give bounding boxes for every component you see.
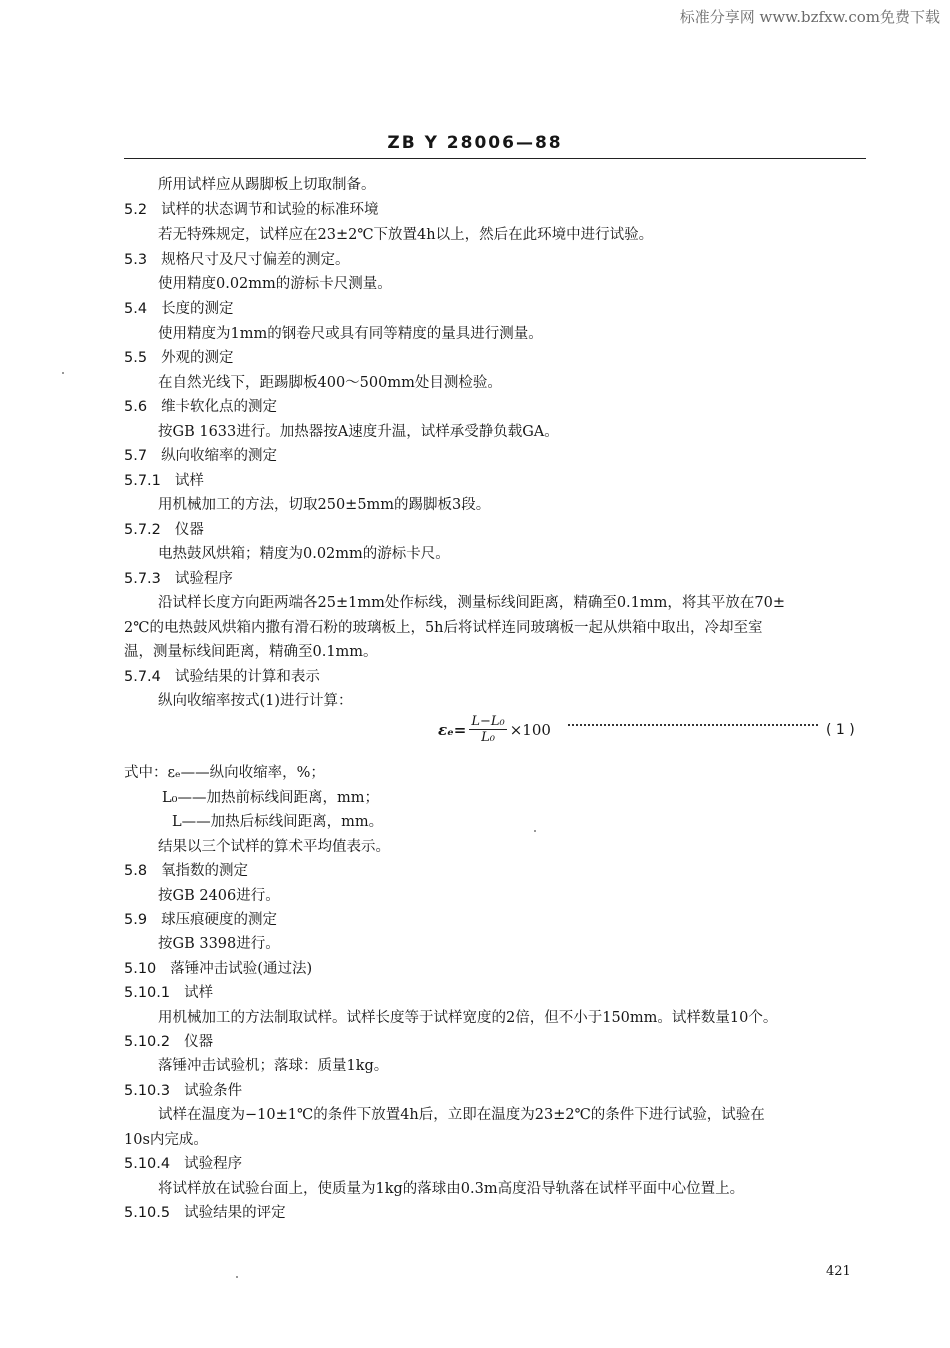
formula-denominator: L₀ <box>481 730 495 745</box>
section-title: 长度的测定 <box>161 301 234 317</box>
section-number: 5.10.1 <box>124 985 171 1001</box>
section-heading <box>124 911 277 929</box>
paragraph: 所用试样应从踢脚板上切取制备。 <box>158 177 376 193</box>
paragraph: 按GB 2406进行。 <box>158 888 280 904</box>
section-number: 5.5 <box>124 350 148 366</box>
section-title: 仪器 <box>184 1034 214 1050</box>
section-title: 试验程序 <box>184 1156 243 1172</box>
section-heading <box>124 960 312 978</box>
section-number: 5.8 <box>124 863 148 879</box>
paragraph: 按GB 3398进行。 <box>158 936 280 952</box>
scan-speck <box>534 830 536 832</box>
section-heading <box>124 398 277 416</box>
subsection-heading <box>124 1204 286 1222</box>
paragraph: 沿试样长度方向距两端各25±1mm处作标线，测量标线间距离，精确至0.1mm，将其平放在70± <box>158 595 785 611</box>
paragraph: 结果以三个试样的算术平均值表示。 <box>158 839 390 855</box>
paragraph: 使用精度为1mm的钢卷尺或具有同等精度的量具进行测量。 <box>158 326 543 342</box>
section-heading <box>124 251 350 269</box>
formula-fraction <box>469 714 506 745</box>
section-title: 规格尺寸及尺寸偏差的测定。 <box>161 252 350 268</box>
standard-code-header: ZB Y 28006—88 <box>387 133 563 153</box>
section-title: 氧指数的测定 <box>161 863 249 879</box>
section-number: 5.7 <box>124 448 148 464</box>
section-title: 落锤冲击试验(通过法) <box>170 961 313 977</box>
section-title: 纵向收缩率的测定 <box>161 448 278 464</box>
section-heading <box>124 300 234 318</box>
section-heading <box>124 447 277 465</box>
formula-lhs: εₑ= <box>438 720 467 739</box>
formula-multiplier: ×100 <box>509 720 551 739</box>
section-number: 5.3 <box>124 252 148 268</box>
section-number: 5.10.3 <box>124 1083 171 1099</box>
formula-legend-line: L₀——加热前标线间距离，mm； <box>162 790 379 806</box>
section-title: 外观的测定 <box>161 350 234 366</box>
equation-number: ( 1 ) <box>826 722 855 738</box>
formula-numerator: L−L₀ <box>471 714 505 729</box>
subsection-heading <box>124 1155 242 1173</box>
section-title: 试样 <box>184 985 214 1001</box>
paragraph: 用机械加工的方法，切取250±5mm的踢脚板3段。 <box>158 497 491 513</box>
paragraph-continuation: 2℃的电热鼓风烘箱内撒有滑石粉的玻璃板上，5h后将试样连同玻璃板一起从烘箱中取出，冷却至室 <box>124 620 763 636</box>
section-title: 仪器 <box>174 522 204 538</box>
subsection-heading <box>124 984 213 1002</box>
paragraph: 将试样放在试验台面上，使质量为1kg的落球由0.3m高度沿导轨落在试样平面中心位置上。 <box>158 1181 745 1197</box>
scan-speck <box>236 1276 238 1278</box>
paragraph: 若无特殊规定，试样应在23±2℃下放置4h以上，然后在此环境中进行试验。 <box>158 227 654 243</box>
paragraph: 在自然光线下，距踢脚板400～500mm处目测检验。 <box>158 375 502 391</box>
section-title: 球压痕硬度的测定 <box>161 912 278 928</box>
section-number: 5.7.2 <box>124 522 161 538</box>
subsection-heading <box>124 570 233 588</box>
section-number: 5.10 <box>124 961 157 977</box>
paragraph: 试样在温度为−10±1℃的条件下放置4h后，立即在温度为23±2℃的条件下进行试验，试验在 <box>158 1107 765 1123</box>
section-number: 5.2 <box>124 202 148 218</box>
section-number: 5.4 <box>124 301 148 317</box>
scan-speck <box>62 372 64 374</box>
section-title: 试验结果的计算和表示 <box>174 669 320 685</box>
section-number: 5.7.1 <box>124 473 161 489</box>
section-number: 5.10.2 <box>124 1034 171 1050</box>
section-number: 5.9 <box>124 912 148 928</box>
section-number: 5.6 <box>124 399 148 415</box>
subsection-heading <box>124 668 320 686</box>
section-heading <box>124 862 248 880</box>
section-number: 5.7.3 <box>124 571 161 587</box>
section-heading <box>124 201 379 219</box>
section-number: 5.10.5 <box>124 1205 171 1221</box>
section-title: 试验程序 <box>174 571 233 587</box>
paragraph: 按GB 1633进行。加热器按A速度升温，试样承受静负载GA。 <box>158 424 559 440</box>
paragraph: 使用精度0.02mm的游标卡尺测量。 <box>158 276 392 292</box>
section-number: 5.10.4 <box>124 1156 171 1172</box>
watermark-text: 标准分享网 www.bzfxw.com免费下载 <box>679 8 940 26</box>
section-number: 5.7.4 <box>124 669 161 685</box>
section-title: 试验条件 <box>184 1083 243 1099</box>
formula-legend-line: 式中：εₑ——纵向收缩率，%； <box>124 765 325 781</box>
subsection-heading <box>124 1082 242 1100</box>
formula-legend-line: L——加热后标线间距离，mm。 <box>172 814 384 830</box>
paragraph: 用机械加工的方法制取试样。试样长度等于试样宽度的2倍，但不小于150mm。试样数量10个。 <box>158 1010 778 1026</box>
shrinkage-formula <box>438 714 551 745</box>
paragraph-continuation: 温，测量标线间距离，精确至0.1mm。 <box>124 644 378 660</box>
section-title: 试验结果的评定 <box>184 1205 286 1221</box>
paragraph: 落锤冲击试验机；落球：质量1kg。 <box>158 1058 389 1074</box>
subsection-heading <box>124 472 204 490</box>
header-rule <box>124 158 866 159</box>
page-number: 421 <box>826 1264 851 1279</box>
section-title: 试样的状态调节和试验的标准环境 <box>161 202 379 218</box>
subsection-heading <box>124 521 204 539</box>
formula-leader-dots <box>568 724 818 726</box>
section-title: 试样 <box>174 473 204 489</box>
section-title: 维卡软化点的测定 <box>161 399 278 415</box>
section-heading <box>124 349 234 367</box>
paragraph-continuation: 10s内完成。 <box>124 1132 208 1148</box>
subsection-heading <box>124 1033 213 1051</box>
paragraph: 纵向收缩率按式(1)进行计算： <box>158 693 353 709</box>
paragraph: 电热鼓风烘箱；精度为0.02mm的游标卡尺。 <box>158 546 450 562</box>
